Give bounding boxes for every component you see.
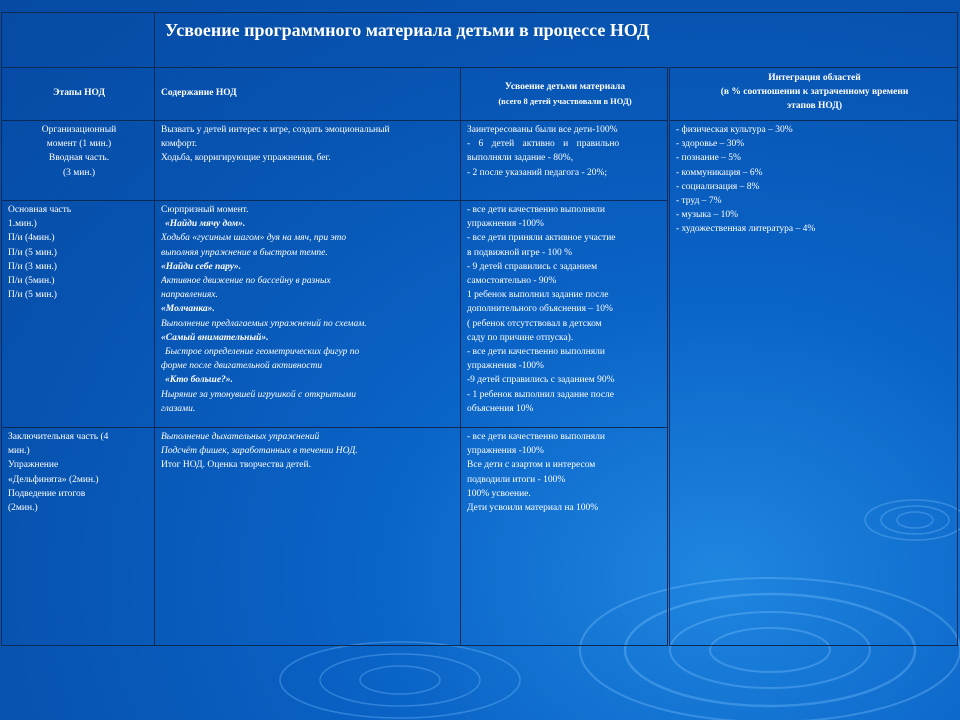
mastery-cell — [461, 428, 669, 646]
mastery-line: - все дети приняли активное участие — [467, 233, 616, 244]
mastery-cell — [461, 201, 669, 428]
title-row — [2, 13, 958, 68]
stage-line: Основная часть — [8, 205, 72, 215]
stage-line: П/и (5 мин.) — [8, 290, 57, 301]
game-title: «Найди себе пару». — [161, 261, 242, 272]
game-title: «Молчанка». — [161, 304, 215, 315]
content-line: Итог НОД. Оценка творчества детей. — [161, 460, 311, 471]
integration-item: - музыка – 10% — [676, 210, 739, 221]
content-line: Ныряние за утонувшей игрушкой с открытыми — [161, 389, 356, 400]
header-stages: Этапы НОД — [2, 68, 155, 121]
mastery-line: - 9 детей справились с заданием — [467, 261, 598, 272]
integration-item: - художественная литература – 4% — [676, 224, 816, 235]
content-line: Быстрое определение геометрических фигур по — [165, 347, 360, 358]
mastery-line: - 2 после указаний педагога - 20%; — [467, 167, 608, 178]
content-line: Ходьба «гусиным шагом» дуя на мяч, при это — [161, 233, 347, 244]
integration-cell — [669, 121, 958, 646]
stage-line: Упражнение — [8, 460, 59, 471]
mastery-line: объяснения 10% — [467, 403, 534, 414]
header-row — [2, 68, 958, 121]
stage-cell — [2, 428, 155, 646]
header-mastery-note: (всего 8 детей участвовали в НОД) — [498, 96, 632, 107]
content-cell — [155, 201, 461, 428]
stage-line: мин.) — [8, 446, 30, 457]
mastery-line: - все дети качественно выполняли — [467, 432, 605, 442]
integration-item: - социализация – 8% — [676, 181, 760, 192]
integration-item: - здоровье – 30% — [676, 139, 745, 150]
integration-item: - физическая культура – 30% — [676, 125, 793, 135]
mastery-line: Все дети с азартом и интересом — [467, 460, 596, 471]
game-title: «Найди мячу дом». — [165, 219, 246, 230]
mastery-line: ( ребенок отсутствовал в детском — [467, 318, 602, 329]
stage-line: П/и (5мин.) — [8, 276, 55, 287]
stage-cell — [2, 201, 155, 428]
content-line: форме после двигательной активности — [161, 361, 323, 372]
mastery-line: - 1 ребенок выполнил задание после — [467, 389, 615, 400]
stage-line: (2мин.) — [8, 503, 38, 514]
integration-item: - познание – 5% — [676, 153, 741, 164]
mastery-line: упражнения -100% — [467, 361, 544, 372]
header-integration-line: (в % соотношении к затраченному времени — [720, 87, 909, 98]
table-row — [2, 121, 958, 201]
lesson-table — [1, 12, 958, 646]
stage-line: момент (1 мин.) — [46, 139, 112, 150]
mastery-line: выполняли задание - 80%, — [467, 153, 574, 164]
content-line: Вызвать у детей интерес к игре, создать эмоциональный — [161, 125, 390, 135]
integration-item: - коммуникация – 6% — [676, 167, 763, 178]
mastery-cell — [461, 121, 669, 201]
mastery-line: упражнения -100% — [467, 219, 544, 230]
mastery-line: в подвижной игре - 100 % — [467, 247, 573, 258]
mastery-line: - все дети качественно выполняли — [467, 205, 605, 215]
content-cell — [155, 121, 461, 201]
mastery-line: дополнительного объяснения – 10% — [467, 304, 613, 315]
stage-line: 1.мин.) — [8, 219, 37, 230]
content-line: выполняя упражнение в быстром темпе. — [161, 247, 328, 258]
content-line: Подсчёт фишек, заработанных в течении НОД. — [161, 446, 358, 457]
stage-line: П/и (3 мин.) — [8, 261, 57, 272]
content-line: Сюрпризный момент. — [161, 205, 249, 215]
mastery-line: 100% усвоение. — [467, 488, 531, 499]
integration-item: - труд – 7% — [676, 196, 722, 207]
game-title: «Самый внимательный». — [161, 332, 269, 343]
mastery-line: 1 ребенок выполнил задание после — [467, 290, 609, 301]
content-line: комфорт. — [161, 139, 198, 150]
content-line: направлениях. — [161, 290, 218, 301]
mastery-line: упражнения -100% — [467, 446, 544, 457]
content-line: Ходьба, корригирующие упражнения, бег. — [161, 153, 331, 164]
empty-corner-cell — [2, 13, 155, 68]
stage-cell — [2, 121, 155, 201]
content-line: Активное движение по бассейну в разных — [161, 276, 331, 287]
stage-line: Организационный — [41, 125, 117, 135]
content-line: глазами. — [161, 403, 196, 414]
mastery-line: Заинтересованы были все дети-100% — [467, 125, 618, 135]
mastery-line: - 6 детей активно и правильно — [467, 139, 620, 150]
stage-line: Заключительная часть (4 — [8, 432, 109, 442]
mastery-line: -9 детей справились с заданием 90% — [467, 375, 615, 386]
stage-line: П/и (4мин.) — [8, 233, 55, 244]
header-content: Содержание НОД — [155, 68, 461, 121]
header-integration-line: этапов НОД) — [787, 101, 843, 112]
mastery-line: самостоятельно - 90% — [467, 276, 557, 287]
game-title: «Кто больше?». — [165, 375, 233, 386]
mastery-line: Дети усвоили материал на 100% — [467, 503, 599, 514]
header-mastery — [461, 68, 669, 121]
stage-line: (3 мин.) — [62, 167, 95, 178]
stage-line: П/и (5 мин.) — [8, 247, 57, 258]
stage-line: Подведение итогов — [8, 488, 86, 499]
content-line: Выполнение дыхательных упражнений — [161, 432, 320, 442]
header-integration — [669, 68, 958, 121]
header-mastery-line: Усвоение детьми материала — [504, 82, 626, 92]
mastery-line: саду по причине отпуска). — [467, 332, 574, 343]
header-integration-line: Интеграция областей — [768, 73, 861, 83]
stage-line: Вводная часть. — [48, 153, 110, 164]
content-line: Выполнение предлагаемых упражнений по схемам. — [161, 318, 367, 329]
table-title: Усвоение программного материала детьми в процессе НОД — [155, 13, 958, 68]
stage-line: «Дельфинята» (2мин.) — [8, 474, 99, 485]
mastery-line: - все дети качественно выполняли — [467, 347, 605, 358]
mastery-line: подводили итоги - 100% — [467, 474, 566, 485]
content-cell — [155, 428, 461, 646]
